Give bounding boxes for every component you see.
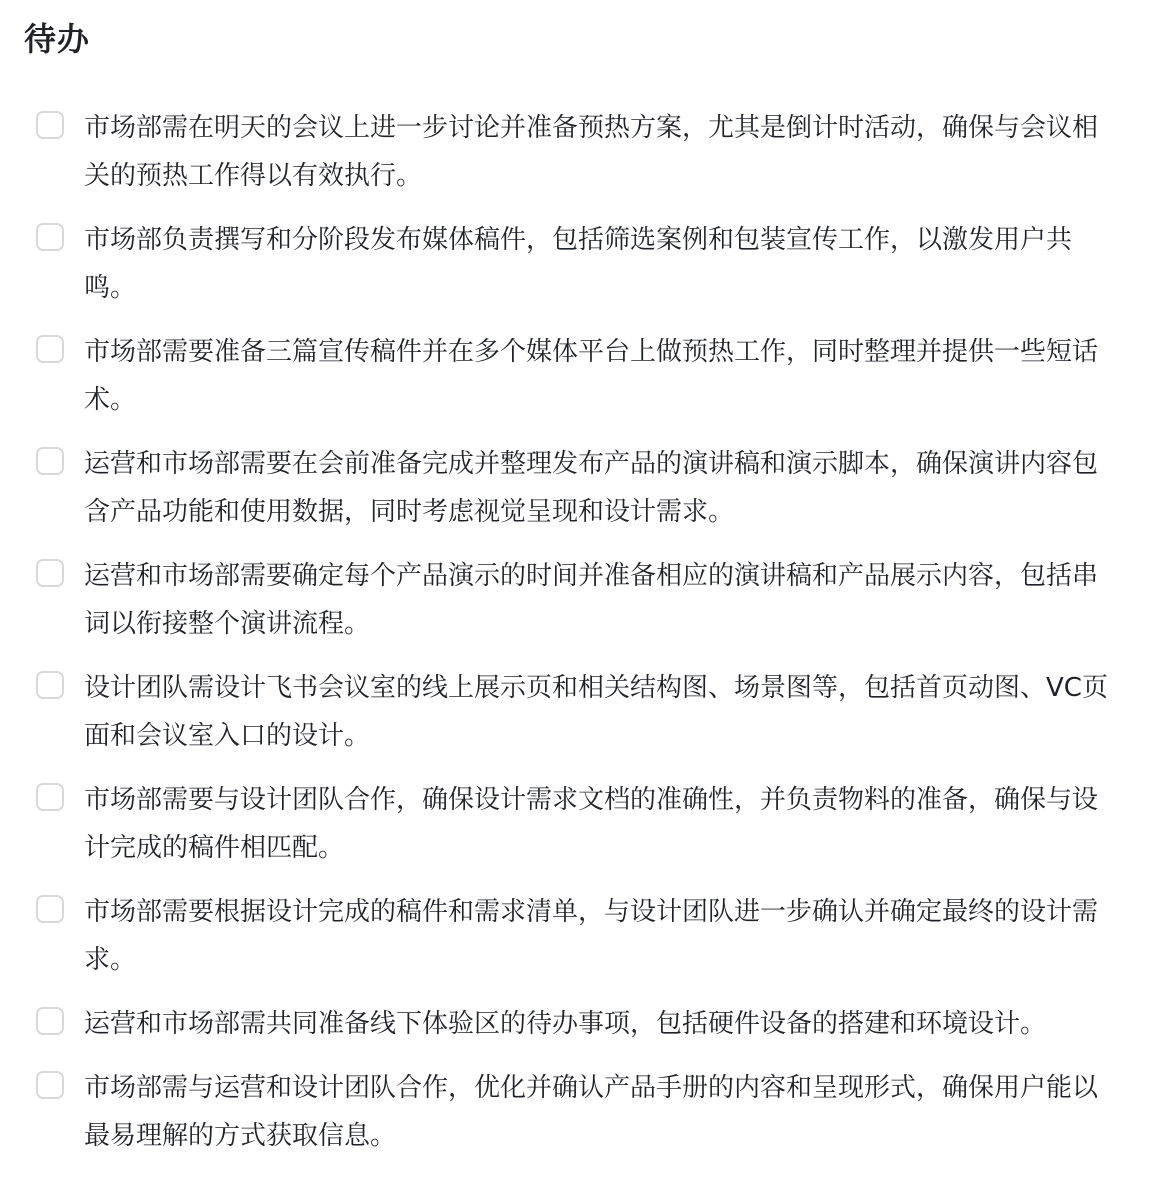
todo-list <box>36 104 1120 1160</box>
todo-text[interactable]: 市场部需与运营和设计团队合作，优化并确认产品手册的内容和呈现形式，确保用户能以最易理解的方式获取信息。 <box>84 1073 1099 1151</box>
todo-item <box>36 328 1120 424</box>
todo-checkbox[interactable] <box>36 111 64 139</box>
todo-checkbox[interactable] <box>36 895 64 923</box>
todo-text[interactable]: 市场部需在明天的会议上进一步讨论并准备预热方案，尤其是倒计时活动，确保与会议相关的预热工作得以有效执行。 <box>84 113 1099 191</box>
todo-checkbox[interactable] <box>36 559 64 587</box>
todo-item <box>36 776 1120 872</box>
todo-checkbox[interactable] <box>36 335 64 363</box>
todo-text[interactable]: 运营和市场部需要在会前准备完成并整理发布产品的演讲稿和演示脚本，确保演讲内容包含产品功能和使用数据，同时考虑视觉呈现和设计需求。 <box>84 449 1099 527</box>
todo-text[interactable]: 市场部负责撰写和分阶段发布媒体稿件，包括筛选案例和包装宣传工作，以激发用户共鸣。 <box>84 225 1073 303</box>
todo-item <box>36 440 1120 536</box>
todo-text[interactable]: 市场部需要根据设计完成的稿件和需求清单，与设计团队进一步确认并确定最终的设计需求。 <box>84 897 1099 975</box>
todo-item <box>36 888 1120 984</box>
page-title: 待办 <box>24 20 91 58</box>
todo-item <box>36 664 1120 760</box>
todo-checkbox[interactable] <box>36 1007 64 1035</box>
todo-text[interactable]: 市场部需要准备三篇宣传稿件并在多个媒体平台上做预热工作，同时整理并提供一些短话术。 <box>84 337 1099 415</box>
todo-item <box>36 104 1120 200</box>
todo-text[interactable]: 市场部需要与设计团队合作，确保设计需求文档的准确性，并负责物料的准备，确保与设计完成的稿件相匹配。 <box>84 785 1099 863</box>
todo-item <box>36 552 1120 648</box>
todo-checkbox[interactable] <box>36 1071 64 1099</box>
todo-checkbox[interactable] <box>36 447 64 475</box>
todo-text[interactable]: 设计团队需设计飞书会议室的线上展示页和相关结构图、场景图等，包括首页动图、VC页面和会议室入口的设计。 <box>84 673 1108 751</box>
todo-checkbox[interactable] <box>36 223 64 251</box>
todo-item <box>36 1064 1120 1160</box>
todo-checkbox[interactable] <box>36 671 64 699</box>
todo-item <box>36 216 1120 312</box>
todo-checkbox[interactable] <box>36 783 64 811</box>
todo-text[interactable]: 运营和市场部需共同准备线下体验区的待办事项，包括硬件设备的搭建和环境设计。 <box>84 1009 1047 1039</box>
todo-item <box>36 1000 1120 1048</box>
todo-text[interactable]: 运营和市场部需要确定每个产品演示的时间并准备相应的演讲稿和产品展示内容，包括串词以衔接整个演讲流程。 <box>84 561 1099 639</box>
